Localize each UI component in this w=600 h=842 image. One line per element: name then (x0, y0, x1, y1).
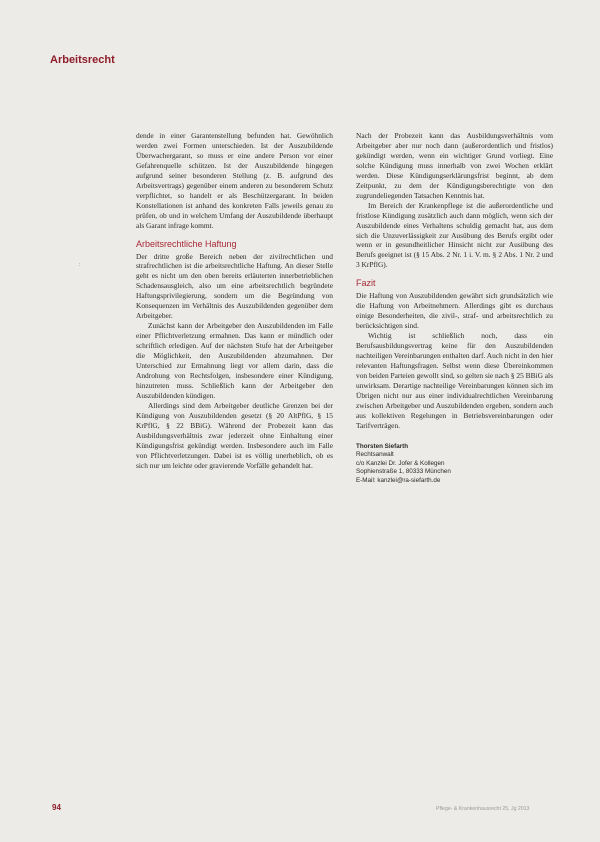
author-address: Sophienstraße 1, 80333 München (356, 468, 451, 476)
author-name: Thorsten Siefarth (356, 442, 409, 450)
section-heading: Arbeitsrechtliche Haftung (136, 238, 237, 249)
author-email[interactable]: E-Mail: kanzlei@ra-siefarth.de (356, 477, 441, 485)
left-column (136, 131, 333, 471)
paragraph: Wichtig ist schließlich noch, dass ein Berufsausbildungsvertrag keine für den Auszubildenden nachteiligen Vereinbarungen enthalten darf. Auch nicht in den hier relevanten Haftungsfragen. Selbst wenn diese Übereinkommen von beiden Parteien gewollt sind, so gelten sie nach § 25 BBiG als unwirksam. Derartige nachteilige Vereinbarungen können sich im Übrigen nicht nur aus einer individualrechtlichen Vereinbarung zwischen Arbeitgeber und Auszubildenden ergeben, sondern auch aus kollektiven Regelungen in Betriebsvereinbarungen oder Tarifverträgen. (356, 331, 553, 430)
paragraph: Die Haftung von Auszubildenden gewährt sich grundsätzlich wie die Haftung von Arbeitnehmern. Allerdings gibt es durchaus einige Besonderheiten, die zivil-, straf- und arbeitsrechtlich zu berücksichtigen sind. (356, 291, 553, 331)
journal-footer: Pflege- & Krankenhausrecht 25, Jg 2013 (436, 806, 530, 812)
right-column (356, 131, 553, 486)
paragraph: Nach der Probezeit kann das Ausbildungsverhältnis vom Arbeitgeber aber nur noch dann (außerordentlich und fristlos) gekündigt werden, wenn ein wichtiger Grund vorliegt. Eine solche Kündigung muss innerhalb von zwei Wochen erklärt werden. Diese Kündigungserklärungsfrist beginnt, ab dem Zeitpunkt, zu dem der Kündigungsberechtigte von den zugrundeliegenden Tatsachen Kenntnis hat. (356, 131, 553, 200)
margin-mark: : (79, 262, 81, 268)
section-heading: Fazit (356, 278, 376, 289)
section-header: Arbeitsrecht (50, 54, 115, 66)
author-role: Rechtsanwalt (356, 451, 394, 459)
page-number: 94 (52, 803, 61, 812)
paragraph: Allerdings sind dem Arbeitgeber deutliche Grenzen bei der Kündigung von Auszubildenden gesetzt (§ 20 AltPflG, § 15 KrPflG, § 22 BBiG). Während der Probezeit kann das Ausbildungsverhältnis zwar jederzeit ohne Einhaltung einer Kündigungsfrist gekündigt werden. Insbesondere auch im Falle von Pflichtverletzungen. Dabei ist es völlig unerheblich, ob es sich nur um leichte oder gravierende Vorfälle gehandelt hat. (136, 400, 333, 470)
paragraph: Zunächst kann der Arbeitgeber den Auszubildenden im Falle einer Pflichtverletzung ermahnen. Das kann er mündlich oder schriftlich erledigen. Auf der nächsten Stufe hat der Arbeitgeber die Möglichkeit, den Auszubildenden abzumahnen. Der Unterschied zur Ermahnung liegt vor allem darin, dass die Androhung von Rechtsfolgen, insbesondere einer Kündigung, hinzutreten muss. Schließlich kann der Arbeitgeber den Auszubildenden kündigen. (136, 321, 333, 400)
paragraph: Im Bereich der Krankenpflege ist die außerordentliche und fristlose Kündigung zusätzlich auch dann möglich, wenn sich der Auszubildende eines Verhaltens schuldig gemacht hat, aus dem sich die Unzuverlässigkeit zur Ausübung des Berufs ergibt oder wenn er in gesundheitlicher Hinsicht nicht zur Ausübung des Berufs geeignet ist (§ 15 Abs. 2 Nr. 1 i. V. m. § 2 Abs. 1 Nr. 2 und 3 KrPflG). (356, 200, 553, 270)
author-firm: c/o Kanzlei Dr. Jofer & Kollegen (356, 459, 445, 467)
paragraph: Der dritte große Bereich neben der zivilrechtlichen und strafrechtlichen ist die arbeitsrechtliche Haftung. An dieser Stelle geht es nicht um den oben bereits erläuterten innerbetrieblichen Schadensausgleich, also um eine arbeitsrechtlich begründete Haftungsprivilegierung, sondern um die Begründung von Konsequenzen im Verhältnis des Auszubildenden gegenüber dem Arbeitgeber. (136, 251, 333, 321)
author-block (356, 443, 553, 486)
paragraph: dende in einer Garantenstellung befunden hat. Gewöhnlich werden zwei Formen unterschieden. Ist der Auszubildende Überwachergarant, so muss er eine andere Person vor einer Gefahrenquelle schützen. Ist der Auszubildende hingegen aufgrund seiner besonderen Stellung (z. B. aufgrund des Arbeitsvertrags) gegenüber einem anderen zu besonderem Schutz verpflichtet, so handelt er als Beschützergarant. In beiden Konstellationen ist anhand des konkreten Falls jeweils genau zu prüfen, ob und in welchem Umfang der Auszubildende überhaupt als Garant infrage kommt. (136, 131, 333, 230)
